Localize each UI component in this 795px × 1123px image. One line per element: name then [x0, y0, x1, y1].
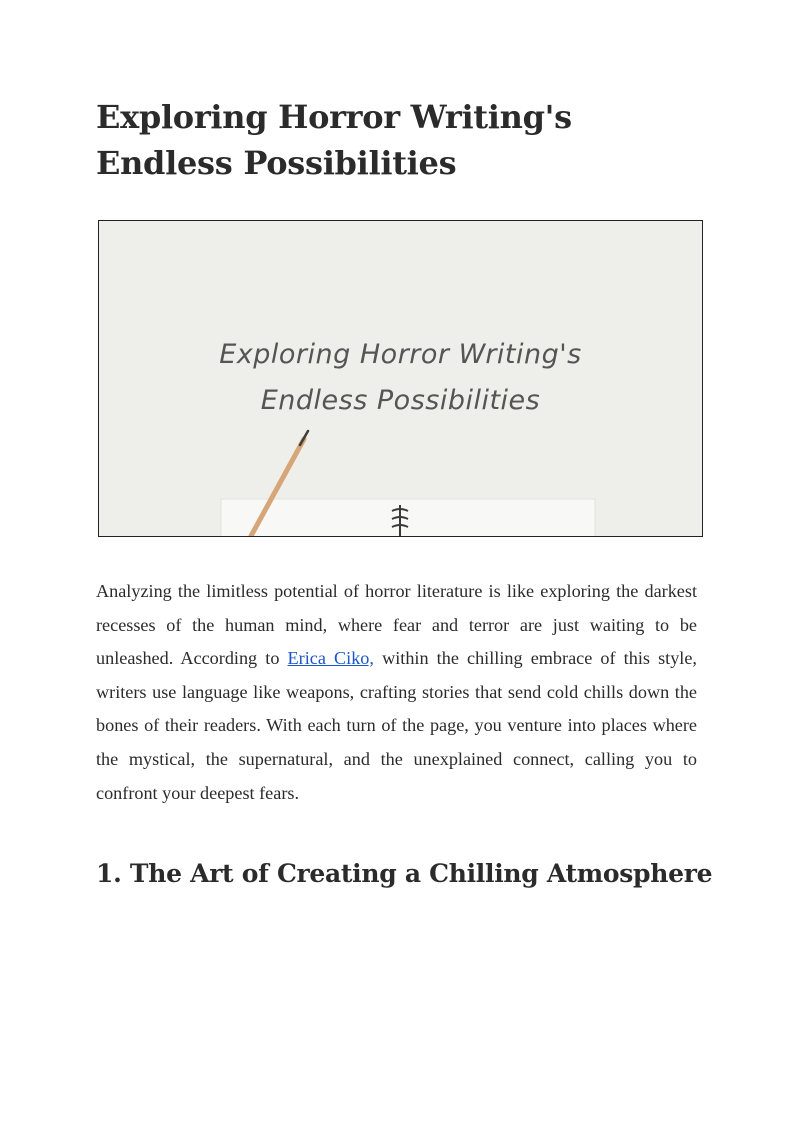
article-title-line-1: Exploring Horror Writing's — [96, 98, 572, 136]
author-link[interactable]: Erica Ciko, — [287, 648, 374, 669]
hero-image — [98, 220, 703, 537]
hero-illustration — [99, 221, 702, 536]
article-title — [96, 94, 706, 186]
hero-caption-line-1: Exploring Horror Writing's — [219, 339, 582, 370]
intro-text-after-link: within the chilling embrace of this style, writers use language like weapons, crafting stories that send cold chills down the bones of their readers. With each turn of the page, you venture into places where the mystical, the supernatural, and the unexplained connect, calling you to confront your deepest fears. — [96, 648, 697, 803]
intro-paragraph — [96, 575, 697, 810]
section-heading: 1. The Art of Creating a Chilling Atmosphere — [96, 859, 713, 888]
notebook-paper — [221, 499, 595, 536]
intro-text-before-link: Analyzing the limitless potential of horror literature is like exploring the darkest recesses of the human mind, where fear and terror are just waiting to be unleashed. According to — [96, 581, 697, 669]
hero-caption-line-2: Endless Possibilities — [260, 385, 541, 416]
article-title-line-2: Endless Possibilities — [96, 144, 457, 182]
